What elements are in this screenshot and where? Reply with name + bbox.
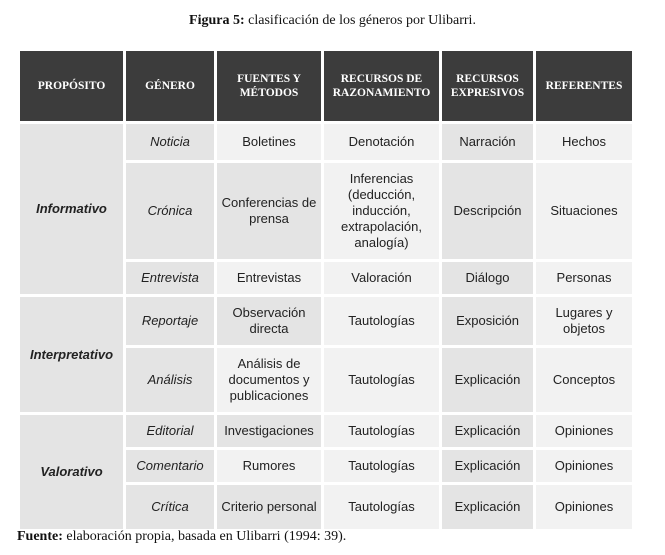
genero-cell: Entrevista: [126, 262, 214, 294]
fuentes-cell: Entrevistas: [217, 262, 321, 294]
fuentes-cell: Observación directa: [217, 297, 321, 345]
referentes-cell: Opiniones: [536, 450, 632, 482]
genero-cell: Comentario: [126, 450, 214, 482]
razonamiento-cell: Tautologías: [324, 297, 439, 345]
genero-cell: Crónica: [126, 163, 214, 259]
expresivos-cell: Explicación: [442, 450, 533, 482]
genero-cell: Crítica: [126, 485, 214, 529]
fuentes-cell: Conferencias de prensa: [217, 163, 321, 259]
genero-cell: Noticia: [126, 124, 214, 160]
header-razonamiento: RECURSOS DE RAZONAMIENTO: [324, 51, 439, 121]
genero-cell: Reportaje: [126, 297, 214, 345]
genres-table: [17, 48, 635, 532]
header-fuentes: FUENTES Y MÉTODOS: [217, 51, 321, 121]
expresivos-cell: Descripción: [442, 163, 533, 259]
expresivos-cell: Exposición: [442, 297, 533, 345]
header-genero: GÉNERO: [126, 51, 214, 121]
expresivos-cell: Narración: [442, 124, 533, 160]
source-note: [17, 529, 346, 545]
table-row: [20, 124, 632, 160]
source-text: elaboración propia, basada en Ulibarri (1994: 39).: [66, 529, 347, 544]
expresivos-cell: Explicación: [442, 415, 533, 447]
caption-label: Figura 5:: [189, 13, 245, 28]
genero-cell: Editorial: [126, 415, 214, 447]
fuentes-cell: Criterio personal: [217, 485, 321, 529]
table-row: [20, 297, 632, 345]
referentes-cell: Situaciones: [536, 163, 632, 259]
referentes-cell: Personas: [536, 262, 632, 294]
razonamiento-cell: Tautologías: [324, 415, 439, 447]
razonamiento-cell: Tautologías: [324, 450, 439, 482]
header-row: [20, 51, 632, 121]
referentes-cell: Opiniones: [536, 415, 632, 447]
referentes-cell: Opiniones: [536, 485, 632, 529]
caption-text: clasificación de los géneros por Ulibarri.: [248, 13, 476, 28]
razonamiento-cell: Inferencias (deducción, inducción, extrapolación, analogía): [324, 163, 439, 259]
fuentes-cell: Rumores: [217, 450, 321, 482]
referentes-cell: Hechos: [536, 124, 632, 160]
table-header: [20, 51, 632, 121]
referentes-cell: Conceptos: [536, 348, 632, 412]
expresivos-cell: Explicación: [442, 485, 533, 529]
proposito-cell: Informativo: [20, 124, 123, 294]
expresivos-cell: Diálogo: [442, 262, 533, 294]
razonamiento-cell: Tautologías: [324, 348, 439, 412]
razonamiento-cell: Valoración: [324, 262, 439, 294]
source-label: Fuente:: [17, 529, 63, 544]
razonamiento-cell: Tautologías: [324, 485, 439, 529]
expresivos-cell: Explicación: [442, 348, 533, 412]
razonamiento-cell: Denotación: [324, 124, 439, 160]
header-referentes: REFERENTES: [536, 51, 632, 121]
proposito-cell: Valorativo: [20, 415, 123, 529]
fuentes-cell: Boletines: [217, 124, 321, 160]
proposito-cell: Interpretativo: [20, 297, 123, 412]
fuentes-cell: Análisis de documentos y publicaciones: [217, 348, 321, 412]
header-expresivos: RECURSOS EXPRESIVOS: [442, 51, 533, 121]
table-row: [20, 415, 632, 447]
referentes-cell: Lugares y objetos: [536, 297, 632, 345]
header-proposito: PROPÓSITO: [20, 51, 123, 121]
table-body: [20, 124, 632, 529]
figure-caption: [0, 13, 665, 29]
fuentes-cell: Investigaciones: [217, 415, 321, 447]
genero-cell: Análisis: [126, 348, 214, 412]
